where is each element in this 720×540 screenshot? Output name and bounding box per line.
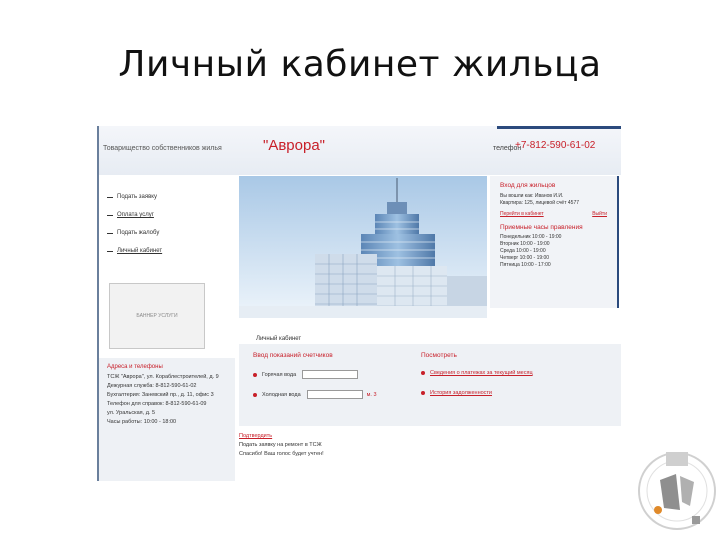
header-accent-bar [497, 126, 621, 129]
below-line: Подать заявку на ремонт в ТСЖ [239, 442, 322, 448]
hot-water-input[interactable] [302, 370, 358, 379]
hours-title: Приемные часы правления [500, 224, 583, 231]
meter-unit: м. 3 [366, 391, 377, 398]
slide-title: Личный кабинет жильца [118, 44, 602, 85]
go-to-cabinet-link[interactable]: Перейти в кабинет [500, 211, 544, 217]
website-screenshot [97, 126, 621, 481]
tab-cabinet[interactable]: Личный кабинет [252, 334, 312, 344]
view-link-payments[interactable]: Сведения о платежах за текущий месяц [421, 370, 533, 376]
meter-row-cold [253, 390, 377, 399]
view-link-debt[interactable]: История задолженности [421, 390, 492, 396]
contacts-line: Часы работы: 10:00 - 18:00 [107, 419, 177, 425]
cold-water-input[interactable] [307, 390, 363, 399]
site-tagline: Товарищество собственников жилья [103, 145, 222, 152]
login-user: Вы вошли как: Иванов И.И. [500, 193, 564, 199]
view-title: Посмотреть [421, 352, 457, 359]
screenshot-left-edge [97, 126, 99, 481]
login-account: Квартира: 125, лицевой счёт 4577 [500, 200, 580, 206]
contacts-line: Бухгалтерия: Заневский пр., д. 11, офис 3 [107, 392, 214, 398]
hours-line: Четверг 10:00 - 19:00 [500, 255, 550, 261]
left-nav [107, 188, 227, 260]
bullet-icon [421, 371, 425, 375]
below-line: Спасибо! Ваш голос будет учтен! [239, 451, 324, 457]
contacts-line: ТСЖ "Аврора", ул. Кораблестроителей, д. 9 [107, 374, 219, 380]
login-panel [490, 176, 619, 308]
contacts-line: Телефон для справок: 8-812-590-61-09 [107, 401, 207, 407]
confirm-link[interactable]: Подтвердить [239, 433, 273, 439]
nav-item-cabinet[interactable]: Личный кабинет [107, 242, 227, 260]
site-brand[interactable]: "Аврора" [263, 137, 325, 154]
below-content [239, 432, 324, 459]
contacts-title: Адреса и телефоны [107, 364, 163, 370]
hours-line: Понедельник 10:00 - 19:00 [500, 234, 562, 240]
site-header [97, 126, 621, 175]
readings-title: Ввод показаний счетчиков [253, 352, 333, 359]
bullet-icon [421, 391, 425, 395]
meter-label: Горячая вода [262, 371, 297, 378]
bullet-icon [253, 373, 257, 377]
building-photo [239, 176, 487, 318]
nav-item-payment[interactable]: Оплата услуг [107, 206, 227, 224]
ip-logo-icon [636, 450, 718, 532]
hours-line: Вторник 10:00 - 19:00 [500, 241, 550, 247]
service-banner[interactable]: БАННЕР УСЛУГИ [109, 283, 205, 349]
login-title: Вход для жильцов [500, 182, 556, 189]
meter-row-hot [253, 370, 358, 379]
hours-line: Пятница 10:00 - 17:00 [500, 262, 551, 268]
phone-number: +7-812-590-61-02 [515, 140, 596, 151]
nav-item-complaint[interactable]: Подать жалобу [107, 224, 227, 242]
contacts-block [97, 358, 235, 481]
contacts-line: Дежурная служба: 8-812-590-61-02 [107, 383, 197, 389]
bullet-icon [253, 393, 257, 397]
cabinet-panel [239, 344, 621, 426]
logout-link[interactable]: Выйти [592, 211, 607, 217]
contacts-line: ул. Уральская, д. 5 [107, 410, 156, 416]
phone-label: телефон [493, 145, 522, 152]
meter-label: Холодная вода [262, 391, 301, 398]
hours-line: Среда 10:00 - 19:00 [500, 248, 546, 254]
nav-item-request[interactable]: Подать заявку [107, 188, 227, 206]
